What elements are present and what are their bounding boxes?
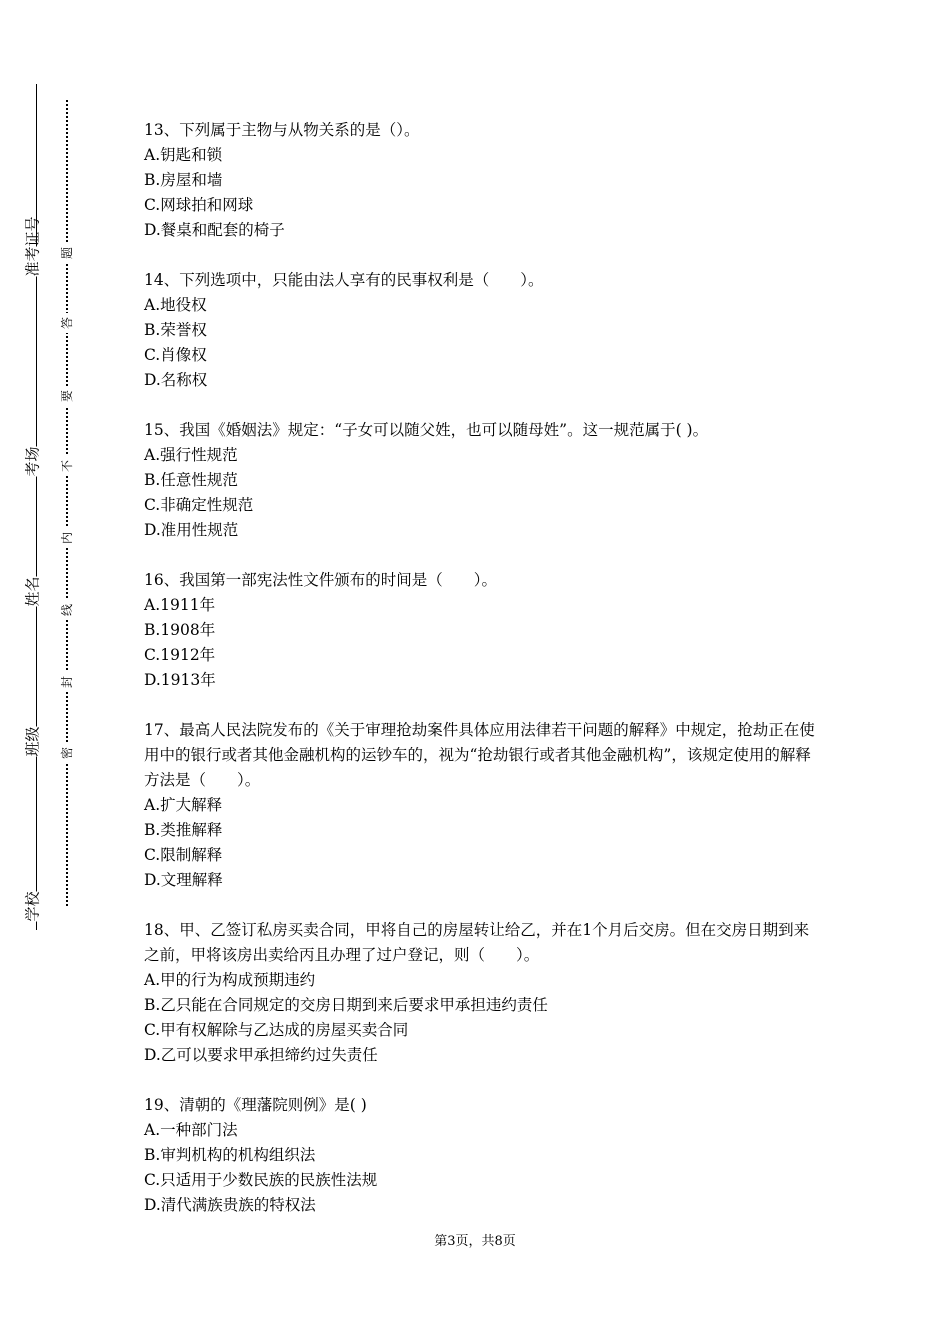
option-c: C.只适用于少数民族的民族性法规 — [144, 1171, 378, 1189]
question-17 — [144, 718, 824, 893]
option-c: C.肖像权 — [144, 346, 207, 364]
question-text: 17、最高人民法院发布的《关于审理抢劫案件具体应用法律若干问题的解释》中规定，抢劫正在使用中的银行或者其他金融机构的运钞车的，视为“抢劫银行或者其他金融机构”，该规定使用的解释方法是（ ）。 — [144, 721, 815, 789]
option-c: C.限制解释 — [144, 846, 223, 864]
label-class: 班级 — [23, 726, 42, 757]
question-text: 16、我国第一部宪法性文件颁布的时间是（ ）。 — [144, 571, 497, 589]
option-a: A.一种部门法 — [144, 1121, 238, 1139]
seal-char: 题 — [61, 243, 73, 263]
option-a: A.1911年 — [144, 596, 216, 614]
option-d: D.文理解释 — [144, 871, 223, 889]
label-exam-number: 准考证号 — [23, 216, 42, 277]
seal-char: 不 — [61, 456, 73, 476]
option-d: D.准用性规范 — [144, 521, 239, 539]
question-15 — [144, 418, 824, 543]
question-18 — [144, 918, 824, 1068]
question-text: 19、清朝的《理藩院则例》是( ) — [144, 1096, 367, 1114]
question-19 — [144, 1093, 824, 1218]
option-a: A.强行性规范 — [144, 446, 238, 464]
seal-char: 线 — [61, 600, 73, 620]
option-b: B.1908年 — [144, 621, 216, 639]
seal-char: 封 — [61, 672, 73, 692]
option-b: B.荣誉权 — [144, 321, 207, 339]
option-c: C.网球拍和网球 — [144, 196, 254, 214]
question-list — [144, 118, 824, 1243]
question-16 — [144, 568, 824, 693]
question-text: 13、下列属于主物与从物关系的是（）。 — [144, 121, 420, 139]
label-name: 姓名 — [23, 576, 42, 607]
option-b: B.乙只能在合同规定的交房日期到来后要求甲承担违约责任 — [144, 996, 548, 1014]
option-a: A.扩大解释 — [144, 796, 223, 814]
label-exam-room: 考场 — [23, 446, 42, 477]
page-footer: 第3页，共8页 — [434, 1234, 516, 1249]
option-b: B.审判机构的机构组织法 — [144, 1146, 316, 1164]
option-d: D.乙可以要求甲承担缔约过失责任 — [144, 1046, 378, 1064]
option-b: B.房屋和墙 — [144, 171, 223, 189]
option-d: D.餐桌和配套的椅子 — [144, 221, 285, 239]
option-a: A.甲的行为构成预期违约 — [144, 971, 316, 989]
binding-margin — [18, 84, 48, 930]
option-b: B.类推解释 — [144, 821, 223, 839]
option-d: D.1913年 — [144, 671, 216, 689]
question-14 — [144, 268, 824, 393]
question-text: 18、甲、乙签订私房买卖合同，甲将自己的房屋转让给乙，并在1个月后交房。但在交房日期到来之前，甲将该房出卖给丙且办理了过户登记，则（ ）。 — [144, 921, 810, 964]
seal-char: 答 — [61, 313, 73, 333]
question-13 — [144, 118, 824, 243]
question-text: 14、下列选项中，只能由法人享有的民事权利是（ ）。 — [144, 271, 544, 289]
option-a: A.钥匙和锁 — [144, 146, 223, 164]
label-school: 学校 — [23, 891, 42, 922]
seal-char: 内 — [61, 528, 73, 548]
seal-char: 密 — [61, 743, 73, 763]
option-c: C.非确定性规范 — [144, 496, 254, 514]
question-text: 15、我国《婚姻法》规定：“子女可以随父姓，也可以随母姓”。这一规范属于( )。 — [144, 421, 709, 439]
seal-char: 要 — [61, 386, 73, 406]
option-b: B.任意性规范 — [144, 471, 238, 489]
binding-line — [36, 84, 37, 930]
seal-dotted-line — [66, 100, 68, 906]
option-c: C.甲有权解除与乙达成的房屋买卖合同 — [144, 1021, 409, 1039]
option-d: D.清代满族贵族的特权法 — [144, 1196, 316, 1214]
option-c: C.1912年 — [144, 646, 216, 664]
option-a: A.地役权 — [144, 296, 207, 314]
option-d: D.名称权 — [144, 371, 208, 389]
